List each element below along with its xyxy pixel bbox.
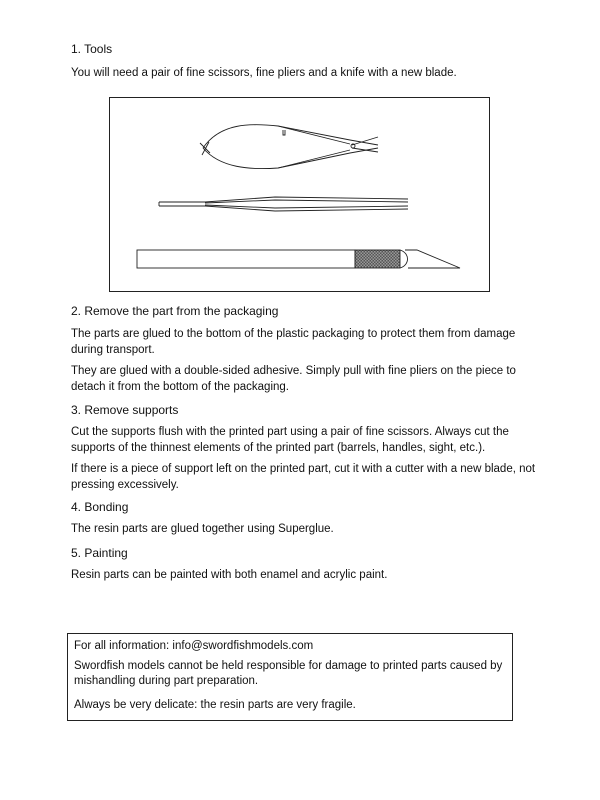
- knife-icon: [137, 250, 460, 268]
- packaging-paragraph-1: The parts are glued to the bottom of the plastic packaging to protect them from damage during transport.: [71, 328, 516, 356]
- notice-box: [67, 633, 513, 721]
- supports-paragraph-1: Cut the supports flush with the printed part using a pair of fine scissors. Always cut the supports of the thinnest elements of the printed part (barrels, handles, sight, etc.).: [71, 426, 509, 454]
- bonding-paragraph: The resin parts are glued together using Superglue.: [71, 523, 334, 535]
- tools-figure: [109, 97, 490, 292]
- section-heading-remove-supports: 3. Remove supports: [71, 403, 179, 417]
- scissors-icon: [200, 125, 378, 169]
- section-heading-tools: 1. Tools: [71, 42, 113, 56]
- section-heading-bonding: 4. Bonding: [71, 500, 129, 514]
- contact-info: For all information: info@swordfishmodels.com: [74, 640, 314, 652]
- painting-paragraph: Resin parts can be painted with both enamel and acrylic paint.: [71, 569, 388, 581]
- handling-warning: Always be very delicate: the resin parts are very fragile.: [74, 699, 356, 711]
- supports-paragraph-2: If there is a piece of support left on the printed part, cut it with a cutter with a new blade, not pressing excessively.: [71, 463, 536, 491]
- packaging-paragraph-2: They are glued with a double-sided adhesive. Simply pull with fine pliers on the piece to detach it from the bottom of the packaging.: [71, 365, 516, 393]
- section-heading-painting: 5. Painting: [71, 546, 128, 560]
- pliers-icon: [159, 197, 408, 211]
- tools-paragraph: You will need a pair of fine scissors, fine pliers and a knife with a new blade.: [71, 67, 457, 79]
- section-heading-remove-packaging: 2. Remove the part from the packaging: [71, 304, 279, 318]
- liability-disclaimer: Swordfish models cannot be held responsible for damage to printed parts caused by mishandling during part preparation.: [74, 660, 503, 687]
